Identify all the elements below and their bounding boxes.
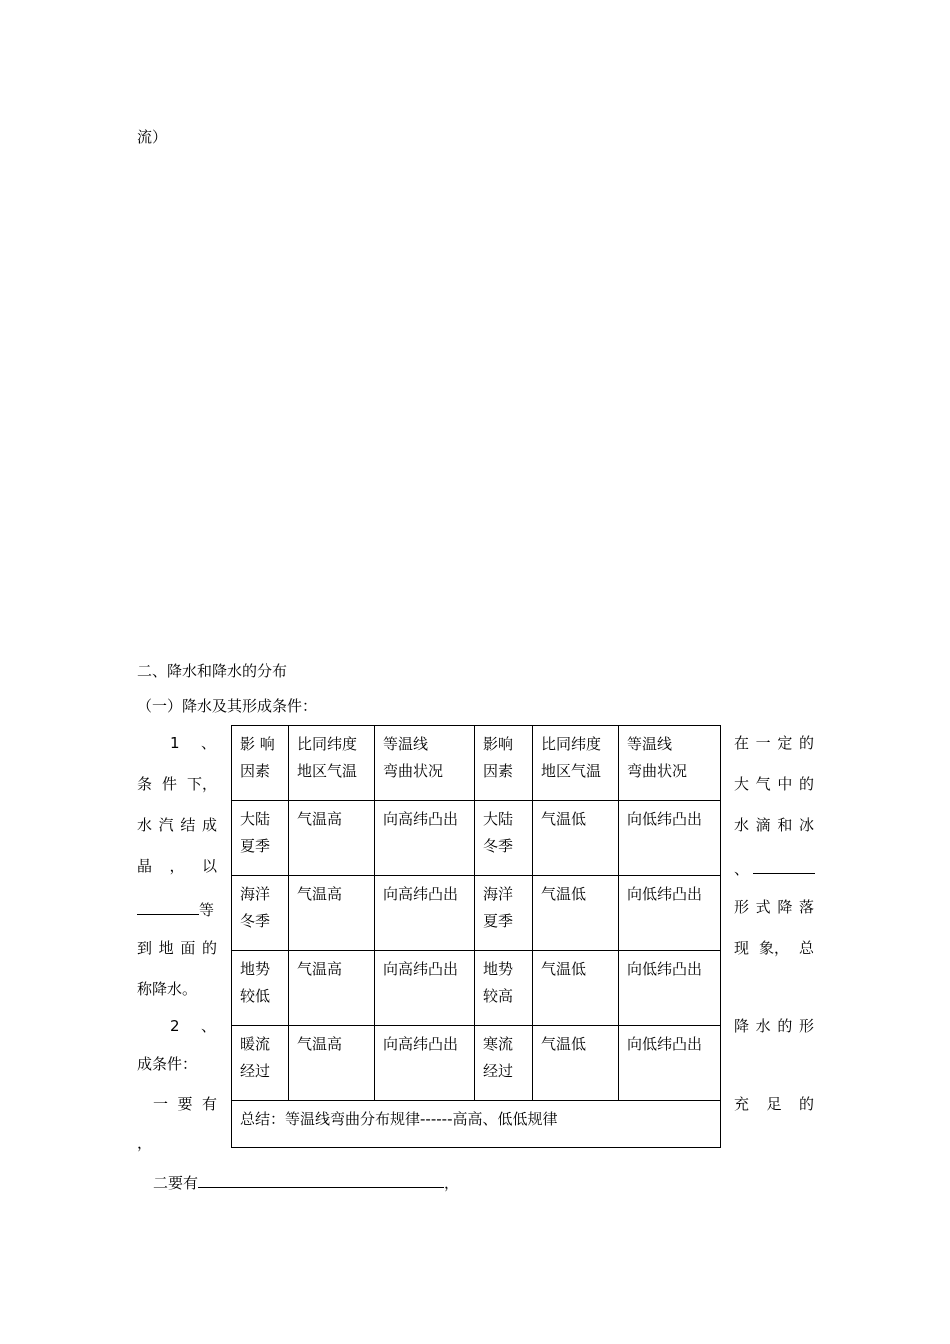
table-header-row bbox=[232, 726, 721, 801]
left-line-10: 一 要 有 bbox=[153, 1095, 217, 1113]
right-line-4: 、 bbox=[734, 859, 815, 877]
table-row bbox=[232, 1026, 721, 1101]
table-cell: 气温高 bbox=[289, 1026, 375, 1101]
table-cell: 向低纬凸出 bbox=[619, 801, 721, 876]
table-cell: 向高纬凸出 bbox=[375, 1026, 475, 1101]
table-cell: 大陆 冬季 bbox=[475, 801, 533, 876]
table-header-cell: 比同纬度 地区气温 bbox=[289, 726, 375, 801]
table-cell: 气温低 bbox=[533, 876, 619, 951]
table-header-cell: 影 响 因素 bbox=[232, 726, 289, 801]
left-line-7: 称降水。 bbox=[137, 980, 198, 998]
table-cell: 气温高 bbox=[289, 876, 375, 951]
right-line-1: 在 一 定 的 bbox=[734, 734, 814, 752]
left-line-11: ， bbox=[137, 1134, 153, 1152]
table-cell: 向高纬凸出 bbox=[375, 876, 475, 951]
table-cell: 寒流 经过 bbox=[475, 1026, 533, 1101]
table-cell: 大陆 夏季 bbox=[232, 801, 289, 876]
left-line-3: 水 汽 结 成 bbox=[137, 816, 217, 834]
table-cell: 海洋 冬季 bbox=[232, 876, 289, 951]
table-cell: 地势 较低 bbox=[232, 951, 289, 1026]
fill-in-blank-2[interactable] bbox=[753, 859, 815, 874]
left-line-9: 成条件： bbox=[137, 1055, 198, 1073]
fill-in-blank-1[interactable] bbox=[137, 900, 199, 915]
table-cell: 暖流 经过 bbox=[232, 1026, 289, 1101]
table-cell: 气温高 bbox=[289, 951, 375, 1026]
table-cell: 向低纬凸出 bbox=[619, 1026, 721, 1101]
right-line-6: 现 象， 总 bbox=[734, 939, 814, 957]
table-row bbox=[232, 876, 721, 951]
right-line-2: 大 气 中 的 bbox=[734, 775, 814, 793]
table-cell: 气温低 bbox=[533, 951, 619, 1026]
subsection-title: （一）降水及其形成条件： bbox=[137, 697, 318, 715]
table-cell: 海洋 夏季 bbox=[475, 876, 533, 951]
right-text-column bbox=[734, 0, 814, 1344]
left-line-2: 条 件 下， bbox=[137, 775, 217, 793]
table-header-cell: 影响 因素 bbox=[475, 726, 533, 801]
left-text-column bbox=[137, 0, 217, 1344]
table-summary-row bbox=[232, 1101, 721, 1148]
right-line-7: 降 水 的 形 bbox=[734, 1017, 814, 1035]
isotherm-factors-table bbox=[231, 725, 721, 1148]
table-cell: 气温低 bbox=[533, 801, 619, 876]
table-cell: 向高纬凸出 bbox=[375, 801, 475, 876]
item-number-2: 2 bbox=[170, 1017, 180, 1035]
table-row bbox=[232, 951, 721, 1026]
table-cell: 向低纬凸出 bbox=[619, 951, 721, 1026]
left-line-4: 晶 ， 以 bbox=[137, 857, 217, 875]
item-number-1: 1 bbox=[170, 734, 180, 752]
table-cell: 气温低 bbox=[533, 1026, 619, 1101]
table-row bbox=[232, 801, 721, 876]
right-line-3: 水 滴 和 冰 bbox=[734, 816, 814, 834]
bottom-line: 二要有 ， bbox=[153, 1174, 460, 1192]
left-line-6: 到 地 面 的 bbox=[137, 939, 217, 957]
left-line-5: 等 bbox=[137, 900, 214, 918]
table-summary-cell: 总结：等温线弯曲分布规律------高高、低低规律 bbox=[232, 1101, 721, 1148]
right-line-8: 充 足 的 bbox=[734, 1095, 814, 1113]
right-line-5: 形 式 降 落 bbox=[734, 898, 814, 916]
table-cell: 向高纬凸出 bbox=[375, 951, 475, 1026]
table-cell: 地势 较高 bbox=[475, 951, 533, 1026]
page-fragment-text: 流） bbox=[137, 128, 168, 146]
table-header-cell: 等温线 弯曲状况 bbox=[619, 726, 721, 801]
item-mark-1: 、 bbox=[201, 734, 217, 752]
fill-in-blank-3[interactable] bbox=[198, 1173, 444, 1188]
item-mark-2: 、 bbox=[201, 1017, 217, 1035]
table-header-cell: 等温线 弯曲状况 bbox=[375, 726, 475, 801]
table-cell: 向低纬凸出 bbox=[619, 876, 721, 951]
section-title: 二、降水和降水的分布 bbox=[137, 662, 288, 680]
table-cell: 气温高 bbox=[289, 801, 375, 876]
table-header-cell: 比同纬度 地区气温 bbox=[533, 726, 619, 801]
